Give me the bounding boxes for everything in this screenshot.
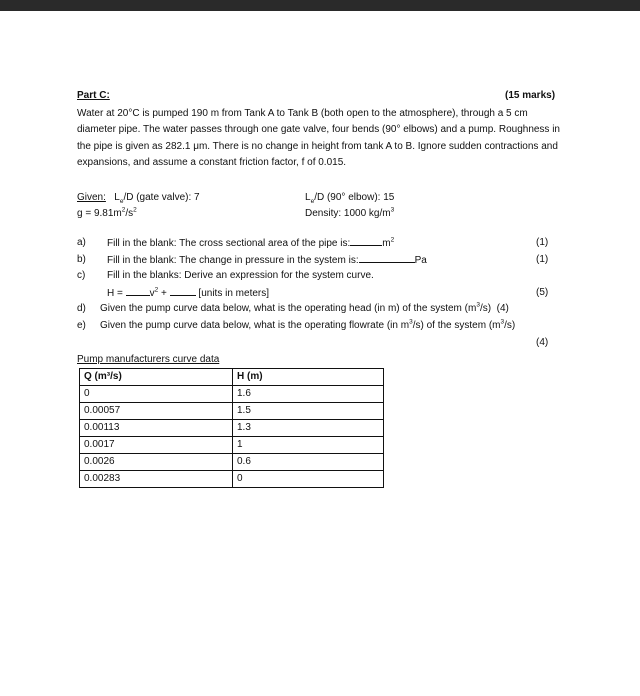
- part-title: Part C:: [77, 90, 110, 101]
- question-a-letter: a): [77, 237, 86, 248]
- ld-symbol-elbow: $L_e$: [305, 192, 315, 205]
- table-row: [80, 471, 384, 488]
- given-density: Density: 1000 $kg/m^3$: [305, 206, 395, 219]
- question-c-text: Fill in the blanks: Derive an expression for the system curve.: [107, 270, 374, 281]
- given-label: Given:: [77, 192, 106, 203]
- cell-head: 0: [233, 471, 384, 488]
- pump-curve-table: [79, 368, 384, 488]
- table-row: [80, 454, 384, 471]
- cell-flowrate: 0.0026: [80, 454, 233, 471]
- question-e-letter: e): [77, 320, 86, 331]
- question-c-equation: $H = v^2$ + [units in meters]: [107, 286, 270, 299]
- gate-valve-ratio: /D (gate valve): 7: [123, 192, 200, 203]
- question-e-text: Given the pump curve data below, what is the operating flowrate (in $m^3/s$) of the system $(m^3/s)$: [100, 318, 516, 331]
- given-gate-valve: [77, 191, 200, 205]
- table-row: [80, 403, 384, 420]
- header-flowrate: Q (m³/s): [80, 369, 233, 386]
- answer-blank-a[interactable]: [350, 236, 382, 246]
- cell-flowrate: 0: [80, 386, 233, 403]
- table-row: [80, 437, 384, 454]
- elbow-ratio: /D (90° elbow): 15: [314, 192, 395, 203]
- ld-symbol: $L_e$: [108, 192, 124, 205]
- table-row: [80, 420, 384, 437]
- table-header-row: [80, 369, 384, 386]
- cell-head: 1.3: [233, 420, 384, 437]
- given-elbow: [305, 191, 394, 205]
- cell-flowrate: 0.0017: [80, 437, 233, 454]
- table-row: [80, 386, 384, 403]
- part-marks: (15 marks): [505, 90, 556, 101]
- question-b-letter: b): [77, 254, 86, 265]
- question-a-marks: (1): [536, 237, 549, 248]
- cell-head: 1.5: [233, 403, 384, 420]
- cell-flowrate: 0.00057: [80, 403, 233, 420]
- cell-flowrate: 0.00283: [80, 471, 233, 488]
- question-c-marks: (5): [536, 287, 549, 298]
- answer-blank-b[interactable]: [359, 253, 415, 263]
- problem-paragraph: Water at 20°C is pumped 190 m from Tank A to Tank B (both open to the atmosphere), through a 5 cm diameter pipe. The water passes through one gate valve, four bends (90° elbows) and a pump. Roughness in the pipe is given as 282.1 μm. There is no change in height from tank A to B. Ignore sudden contractions and expansions, and assume a constant friction factor, f of 0.015.: [77, 108, 560, 168]
- question-d-marks: (4): [496, 303, 509, 314]
- answer-blank-c2[interactable]: [170, 286, 196, 296]
- question-c-letter: c): [77, 270, 86, 281]
- question-b-text: Fill in the blank: The change in pressure in the system is: Pa: [107, 255, 427, 266]
- cell-head: 1: [233, 437, 384, 454]
- given-gravity: $g = 9.81m^2/s^2$: [77, 206, 137, 219]
- cell-head: 1.6: [233, 386, 384, 403]
- question-a-text: Fill in the blank: The cross sectional area of the pipe is: $m^2$: [107, 236, 395, 249]
- cell-flowrate: 0.00113: [80, 420, 233, 437]
- answer-blank-c1[interactable]: [126, 286, 150, 296]
- question-e-marks: (4): [536, 337, 549, 348]
- question-d-text: Given the pump curve data below, what is the operating head (in m) of the system $(m^3/s)$ (4): [100, 301, 509, 314]
- header-head: H (m): [233, 369, 384, 386]
- question-d-letter: d): [77, 303, 86, 314]
- cell-head: 0.6: [233, 454, 384, 471]
- table-caption: Pump manufacturers curve data: [77, 354, 220, 365]
- question-b-marks: (1): [536, 254, 549, 265]
